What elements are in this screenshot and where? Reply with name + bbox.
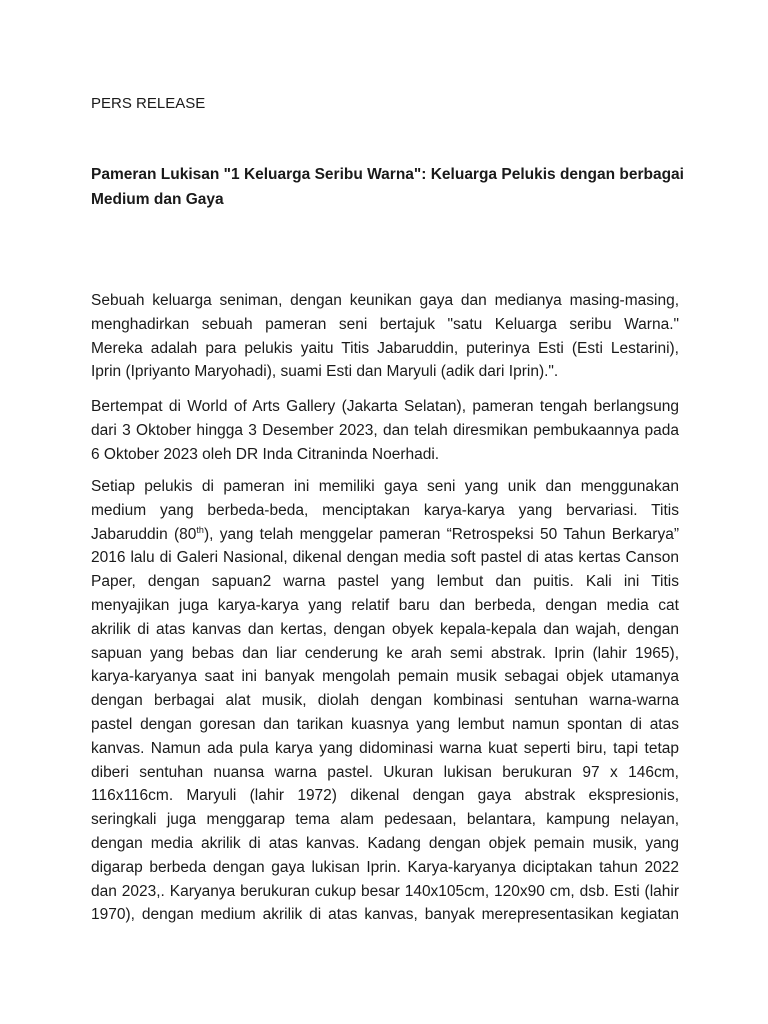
text-line: menghadirkan sebuah pameran seni bertajuk "satu Keluarga seribu Warna." [91, 315, 679, 333]
text-line: pastel dengan goresan dan tarikan kuasnya yang lembut namun spontan di atas [91, 715, 679, 733]
text-line: Iprin (Ipriyanto Maryohadi), suami Esti dan Maryuli (adik dari Iprin).". [91, 363, 559, 381]
text-line: dengan media akrilik di atas kanvas. Kadang dengan objek pemain musik, yang [91, 834, 679, 852]
text-line: 6 Oktober 2023 oleh DR Inda Citraninda Noerhadi. [91, 445, 440, 463]
paragraph-artists-rest [91, 546, 679, 927]
paragraph-venue [91, 395, 679, 466]
paragraph-artists [91, 475, 679, 927]
paragraph-intro [91, 289, 679, 384]
text-line: 2016 lalu di Galeri Nasional, dikenal dengan media soft pastel di atas kertas Canson [91, 549, 679, 567]
text-line: menyajikan juga karya-karya yang relatif baru dan berbeda, dengan media cat [91, 596, 679, 614]
superscript: th [196, 524, 204, 535]
text-line: digarap berbeda dengan gaya lukisan Iprin. Karya-karyanya diciptakan tahun 2022 [91, 858, 679, 876]
text-line: dengan berbagai alat musik, diolah dengan kombinasi sentuhan warna-warna [91, 692, 679, 710]
text-line [91, 523, 679, 547]
text-line: kanvas. Namun ada pula karya yang didominasi warna kuat seperti biru, tapi tetap [91, 739, 679, 757]
text-line: medium yang berbeda-beda, menciptakan karya-karya yang bervariasi. Titis [91, 501, 679, 519]
text-line: Paper, dengan sapuan2 warna pastel yang lembut dan puitis. Kali ini Titis [91, 573, 679, 591]
text-line: Sebuah keluarga seniman, dengan keunikan gaya dan medianya masing-masing, [91, 292, 679, 309]
title-line: Medium dan Gaya [91, 191, 224, 208]
text-line: dari 3 Oktober hingga 3 Desember 2023, dan telah diresmikan pembukaannya pada [91, 421, 679, 439]
text-segment: Jabaruddin (80 [91, 525, 197, 543]
title-line: Pameran Lukisan "1 Keluarga Seribu Warna": Keluarga Pelukis dengan berbagai [91, 166, 684, 183]
text-line: 1970), dengan medium akrilik di atas kanvas, banyak merepresentasikan kegiatan [91, 906, 679, 924]
text-line: Setiap pelukis di pameran ini memiliki gaya seni yang unik dan menggunakan [91, 478, 679, 495]
text-line: karya-karyanya saat ini banyak mengolah pemain musik sebagai objek utamanya [91, 668, 679, 686]
text-line: sapuan yang bebas dan liar cenderung ke arah semi abstrak. Iprin (lahir 1965), [91, 644, 679, 662]
text-line: seringkali juga menggarap tema alam pedesaan, belantara, kampung nelayan, [91, 811, 679, 829]
text-line: 116x116cm. Maryuli (lahir 1972) dikenal dengan gaya abstrak ekspresionis, [91, 787, 679, 805]
text-line: akrilik di atas kanvas dan kertas, dengan obyek kepala-kepala dan wajah, dengan [91, 620, 679, 638]
document-title [91, 162, 684, 212]
press-release-label: PERS RELEASE [91, 95, 206, 112]
text-line: Bertempat di World of Arts Gallery (Jakarta Selatan), pameran tengah berlangsung [91, 398, 679, 415]
text-line: Mereka adalah para pelukis yaitu Titis Jabaruddin, puterinya Esti (Esti Lestarini), [91, 339, 679, 357]
text-line: diberi sentuhan nuansa warna pastel. Ukuran lukisan berukuran 97 x 146cm, [91, 763, 679, 781]
text-line: dan 2023,. Karyanya berukuran cukup besar 140x105cm, 120x90 cm, dsb. Esti (lahir [91, 882, 679, 900]
text-segment: ), yang telah menggelar pameran “Retrospeksi 50 Tahun Berkarya” [203, 525, 679, 543]
